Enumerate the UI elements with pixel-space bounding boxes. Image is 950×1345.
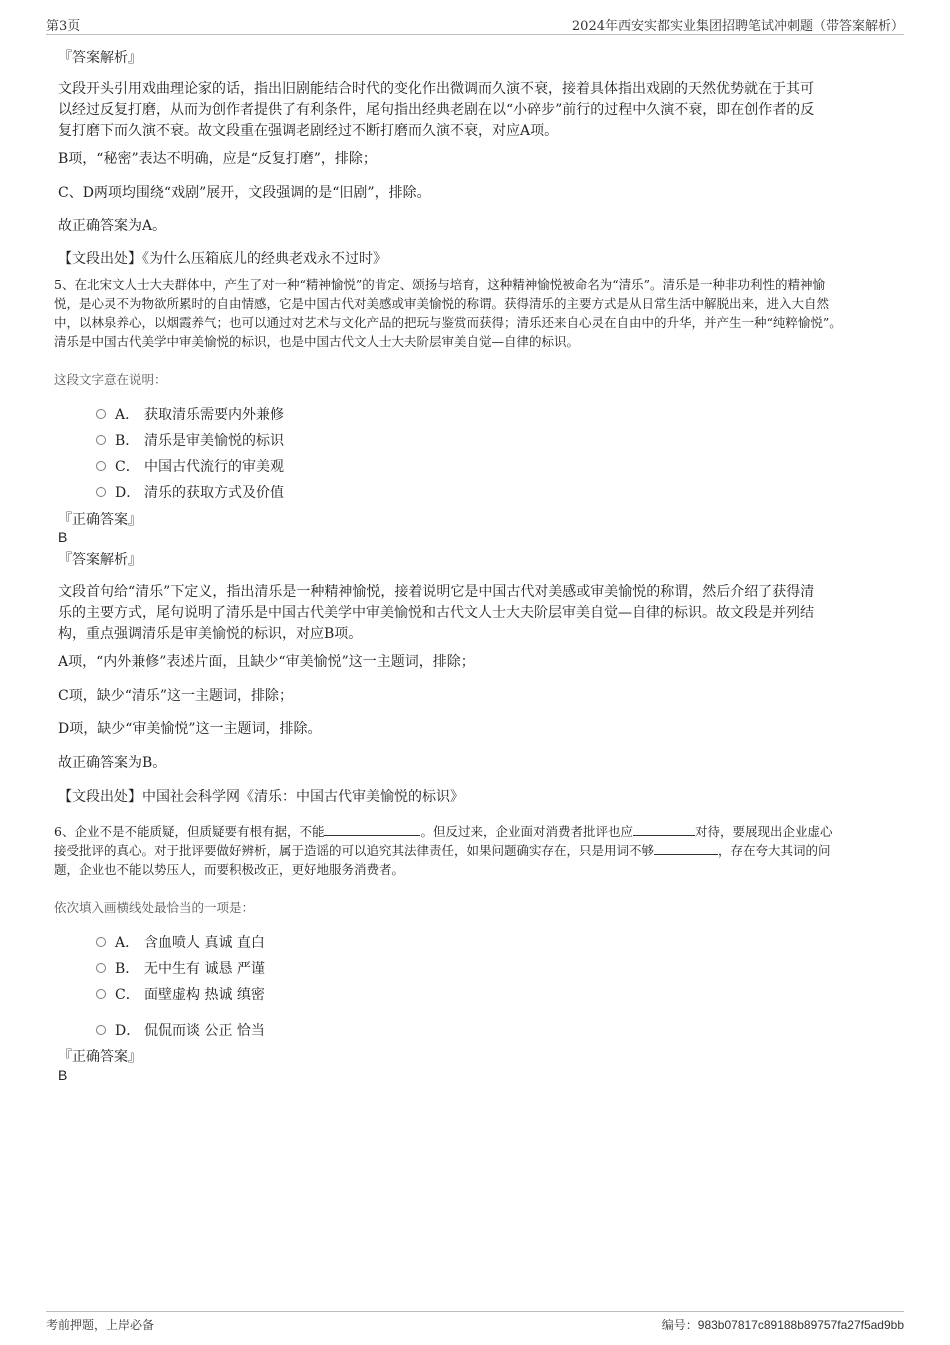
q5-conclusion: 故正确答案为B。 xyxy=(58,755,167,771)
q6-answer: B xyxy=(58,1067,68,1083)
q6-answer-label: 『正确答案』 xyxy=(58,1049,142,1065)
q4-conclusion: 故正确答案为A。 xyxy=(58,218,167,234)
radio-icon[interactable] xyxy=(96,1025,106,1035)
q4-note-b: B项，“秘密”表达不明确，应是“反复打磨”，排除； xyxy=(58,151,377,167)
q5-analysis xyxy=(58,582,908,645)
radio-icon[interactable] xyxy=(96,963,106,973)
option-text: 面壁虚构 热诚 缜密 xyxy=(144,987,265,1003)
radio-icon[interactable] xyxy=(96,461,106,471)
document-title: 2024年西安实都实业集团招聘笔试冲刺题（带答案解析） xyxy=(571,19,904,34)
radio-icon[interactable] xyxy=(96,989,106,999)
page-number: 第3页 xyxy=(46,19,81,34)
q5-stem-line: 清乐是中国古代美学中审美愉悦的标识，也是中国古代文人士大夫阶层审美自觉—自律的标识。 xyxy=(54,334,580,349)
code-value: 983b07817c89188b89757fa27f5ad9bb xyxy=(697,1318,904,1332)
radio-icon[interactable] xyxy=(96,937,106,947)
q5-analysis-label: 『答案解析』 xyxy=(58,552,142,568)
option-text: 清乐的获取方式及价值 xyxy=(144,485,284,501)
q5-answer-label: 『正确答案』 xyxy=(58,512,142,528)
q5-stem-line: 中，以林泉养心，以烟霞养气；也可以通过对艺术与文化产品的把玩与鉴赏而获得；清乐还来自心灵在自由中的升华，并产生一种“纯粹愉悦”。 xyxy=(54,315,842,330)
q4-analysis-line: 以经过反复打磨，从而为创作者提供了有利条件，尾句指出经典老剧在以“小碎步”前行的过程中久演不衰，即在创作者的反 xyxy=(58,102,815,118)
page-header xyxy=(46,12,904,35)
q5-note-d: D项，缺少“审美愉悦”这一主题词，排除。 xyxy=(58,721,322,737)
option-letter: C． xyxy=(115,987,140,1003)
q5-source: 【文段出处】中国社会科学网《清乐：中国古代审美愉悦的标识》 xyxy=(58,789,464,805)
q5-stem-line: 悦，是心灵不为物欲所累时的自由情感，它是中国古代对美感或审美愉悦的称谓。获得清乐的主要方式是从日常生活中解脱出来，进入大自然 xyxy=(54,296,830,311)
radio-icon[interactable] xyxy=(96,409,106,419)
option-letter: D． xyxy=(115,1023,141,1039)
q4-analysis-line: 复打磨下而久演不衰。故文段重在强调老剧经过不断打磨而久演不衰，对应A项。 xyxy=(58,123,559,139)
option-letter: C． xyxy=(115,459,140,475)
q5-note-c: C项，缺少“清乐”这一主题词，排除； xyxy=(58,688,294,704)
q5-analysis-line: 乐的主要方式，尾句说明了清乐是中国古代美学中审美愉悦和古代文人士大夫阶层审美自觉—自律的标识。故文段是并列结 xyxy=(58,605,814,621)
q5-analysis-line: 构，重点强调清乐是审美愉悦的标识，对应B项。 xyxy=(58,626,363,642)
q6-prompt: 依次填入画横线处最恰当的一项是： xyxy=(54,900,255,915)
option-letter: A． xyxy=(115,407,140,423)
document-code xyxy=(662,1316,904,1333)
option-letter: D． xyxy=(115,485,141,501)
option-text: 获取清乐需要内外兼修 xyxy=(144,407,284,423)
radio-icon[interactable] xyxy=(96,435,106,445)
footer-slogan: 考前押题，上岸必备 xyxy=(46,1318,155,1332)
q5-analysis-line: 文段首句给“清乐”下定义，指出清乐是一种精神愉悦，接着说明它是中国古代对美感或审美愉悦的称谓，然后介绍了获得清 xyxy=(58,584,815,600)
q5-stem-line: 5、在北宋文人士大夫群体中，产生了对一种“精神愉悦”的肯定、颂扬与培育，这种精神愉悦被命名为“清乐”。清乐是一种非功利性的精神愉 xyxy=(54,277,826,292)
q4-source: 【文段出处】《为什么压箱底儿的经典老戏永不过时》 xyxy=(58,251,387,267)
option-text: 中国古代流行的审美观 xyxy=(144,459,284,475)
q6-stem-line: 接受批评的真心。对于批评要做好辨析，属于造谣的可以追究其法律责任，如果问题确实存在，只是用词不够 ，存在夸大其词的问 xyxy=(54,843,831,858)
code-label: 编号： xyxy=(661,1318,698,1332)
q5-note-a: A项，“内外兼修”表述片面，且缺少“审美愉悦”这一主题词，排除； xyxy=(58,654,475,670)
option-text: 清乐是审美愉悦的标识 xyxy=(144,433,284,449)
q5-prompt: 这段文字意在说明： xyxy=(54,372,167,387)
option-letter: A． xyxy=(115,935,140,951)
q6-stem xyxy=(54,822,904,879)
fill-blank-1 xyxy=(324,822,420,836)
page-footer xyxy=(46,1311,904,1336)
option-text: 无中生有 诚恳 严谨 xyxy=(144,961,265,977)
fill-blank-2 xyxy=(633,822,695,836)
q5-stem xyxy=(54,275,904,351)
q6-stem-line: 6、企业不是不能质疑，但质疑要有根有据，不能 。但反过来，企业面对消费者批评也应 对待，要展现出企业虚心 xyxy=(54,824,833,839)
option-letter: B． xyxy=(115,433,140,449)
q4-note-cd: C、D两项均围绕“戏剧”展开，文段强调的是“旧剧”，排除。 xyxy=(58,185,431,201)
q4-analysis xyxy=(58,79,908,142)
radio-icon[interactable] xyxy=(96,487,106,497)
q5-answer: B xyxy=(58,529,68,545)
option-letter: B． xyxy=(115,961,140,977)
option-text: 侃侃而谈 公正 恰当 xyxy=(144,1023,265,1039)
q4-analysis-line: 文段开头引用戏曲理论家的话，指出旧剧能结合时代的变化作出微调而久演不衰，接着具体指出戏剧的天然优势就在于其可 xyxy=(58,81,814,97)
option-text: 含血喷人 真诚 直白 xyxy=(144,935,265,951)
fill-blank-3 xyxy=(654,841,718,855)
q6-stem-line: 题，企业也不能以势压人，而要积极改正，更好地服务消费者。 xyxy=(54,862,405,877)
q4-analysis-label: 『答案解析』 xyxy=(58,50,142,66)
